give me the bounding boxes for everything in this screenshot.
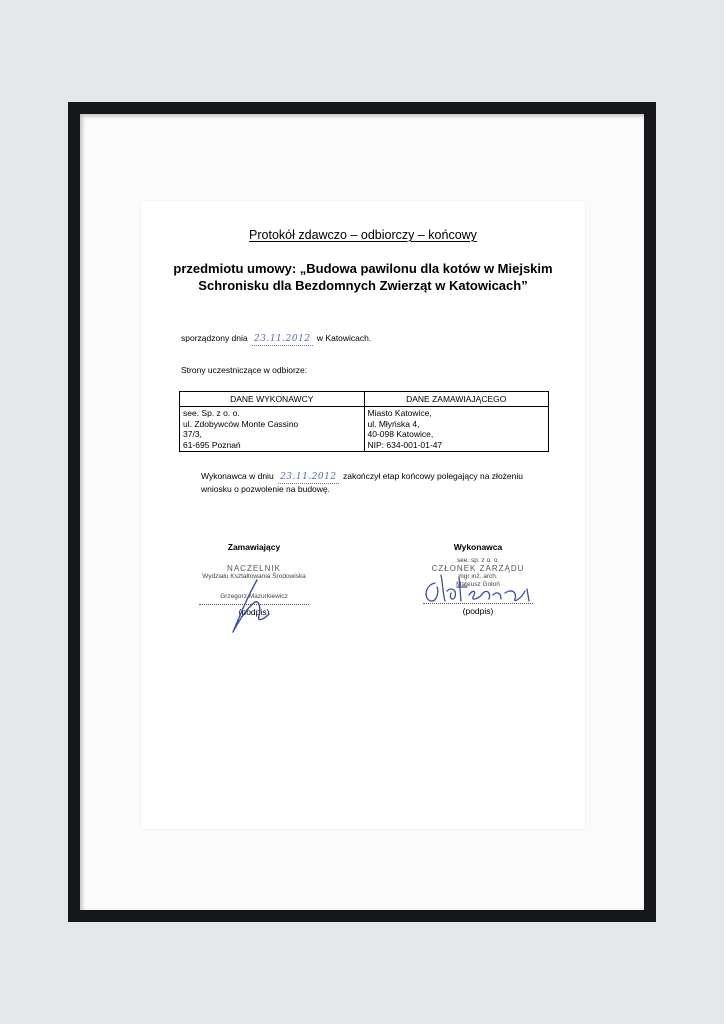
client-stamp-line-2: Wydziału Kształtowania Środowiska [202, 573, 306, 580]
client-signature-title: Zamawiający [227, 542, 281, 552]
completion-date: 23.11.2012 [280, 472, 337, 482]
subject-line-2: Schronisku dla Bezdomnych Zwierząt w Katowicach” [198, 278, 528, 293]
completion-prefix: Wykonawca w dniu [201, 471, 274, 481]
prepared-suffix: w Katowicach. [316, 333, 372, 343]
contract-subject [161, 260, 565, 294]
client-line: 40-098 Katowice, [367, 429, 434, 439]
contractor-line: ul. Zdobywców Monte Cassino [183, 418, 299, 429]
contractor-signature-title: Wykonawca [453, 542, 503, 552]
parties-table [179, 391, 549, 452]
contractor-stamp-line-1: see. sp. z o. o. [456, 557, 500, 564]
contractor-details [180, 407, 365, 452]
table-row [180, 407, 549, 452]
completion-statement [201, 471, 561, 495]
contractor-line: see. Sp. z o. o. [183, 408, 240, 418]
contractor-signature-caption: (podpis) [462, 606, 494, 616]
contractor-stamp-line-2: CZŁONEK ZARZĄDU [431, 564, 525, 573]
client-stamp-line-3: Grzegorz Mazurkiewicz [220, 593, 288, 600]
prepared-prefix: sporządzony dnia [181, 333, 248, 343]
client-line: Miasto Katowice, [367, 408, 432, 418]
completion-line-2: wniosku o pozwolenie na budowę. [201, 484, 331, 494]
table-header-row [180, 392, 549, 407]
client-signature-caption: (podpis) [238, 607, 270, 617]
parties-intro: Strony uczestniczące w odbiorze: [181, 365, 308, 375]
client-signature-scribble [219, 576, 289, 638]
prepared-date: 23.11.2012 [254, 334, 311, 344]
contractor-header: DANE WYKONAWCY [180, 392, 365, 407]
subject-line-1: przedmiotu umowy: „Budowa pawilonu dla kotów w Miejskim [173, 261, 553, 276]
prepared-line [181, 333, 371, 346]
client-line: NIP: 634-001-01-47 [367, 439, 443, 450]
client-stamp-line-1: NACZELNIK [227, 564, 281, 573]
contractor-stamp-line-4: Mateusz Gołoń [456, 581, 500, 588]
contractor-line: 37/3, [183, 429, 202, 439]
client-line: ul. Młyńska 4, [367, 418, 420, 429]
contractor-stamp-line-3: mgr inż. arch. [458, 573, 498, 580]
document-page [141, 201, 585, 829]
contractor-line: 61-695 Poznań [183, 439, 241, 450]
document-title: Protokół zdawczo – odbiorczy – końcowy [249, 228, 477, 242]
completion-line-1 [201, 471, 561, 484]
contractor-signature-scribble [421, 569, 541, 609]
client-details [364, 407, 549, 452]
client-header: DANE ZAMAWIAJĄCEGO [364, 392, 549, 407]
completion-suffix: zakończył etap końcowy polegający na złożeniu [342, 471, 523, 481]
